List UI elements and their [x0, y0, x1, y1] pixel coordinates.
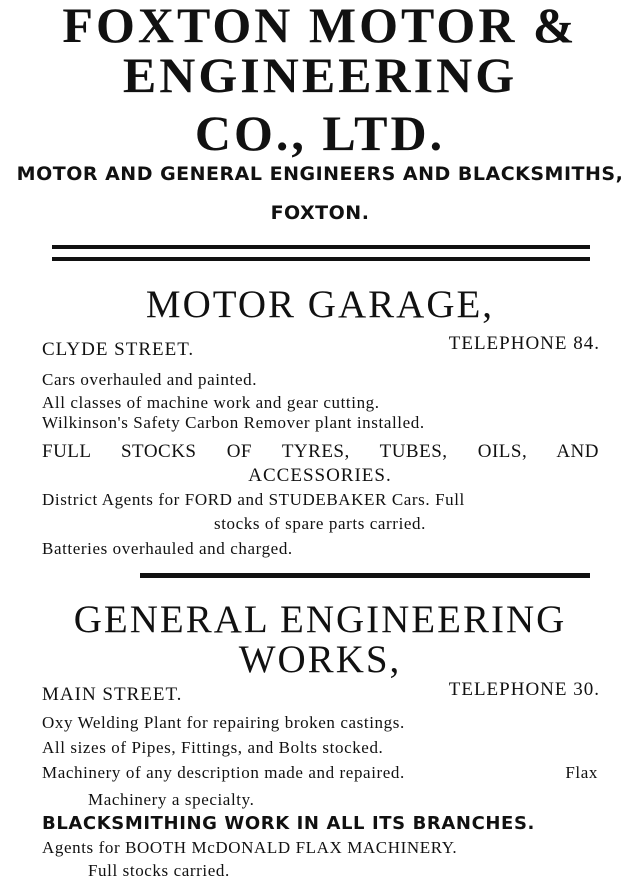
- company-name-line-2: ENGINEERING: [122, 47, 518, 103]
- company-name-line-3: CO., LTD.: [194, 105, 446, 161]
- section-divider: [140, 573, 590, 578]
- works-line: Agents for BOOTH McDONALD FLAX MACHINERY.: [42, 838, 458, 857]
- double-rule-bottom: [52, 257, 590, 261]
- garage-line: ACCESSORIES.: [248, 465, 392, 486]
- works-heading-line-1: GENERAL ENGINEERING: [73, 598, 567, 641]
- works-telephone: TELEPHONE 30.: [448, 679, 600, 700]
- company-town: FOXTON.: [270, 202, 370, 224]
- works-heading-line-2: WORKS,: [238, 638, 402, 681]
- works-line: Full stocks carried.: [88, 861, 230, 880]
- company-name-line-1: FOXTON MOTOR &: [62, 0, 578, 53]
- works-line: BLACKSMITHING WORK IN ALL ITS BRANCHES.: [42, 813, 535, 834]
- works-line: Oxy Welding Plant for repairing broken castings.: [42, 713, 405, 732]
- works-line: Machinery of any description made and repaired.: [42, 763, 405, 782]
- garage-line: Wilkinson's Safety Carbon Remover plant installed.: [42, 413, 425, 432]
- double-rule-top: [52, 245, 590, 249]
- garage-heading: MOTOR GARAGE,: [145, 283, 495, 326]
- garage-telephone: TELEPHONE 84.: [448, 333, 600, 354]
- works-line: Flax: [565, 763, 598, 782]
- works-street: MAIN STREET.: [42, 684, 183, 705]
- works-line: All sizes of Pipes, Fittings, and Bolts stocked.: [42, 738, 384, 757]
- garage-line: Cars overhauled and painted.: [42, 370, 258, 389]
- garage-line: All classes of machine work and gear cutting.: [42, 393, 380, 412]
- garage-line: District Agents for FORD and STUDEBAKER Cars. Full: [42, 490, 465, 509]
- company-tagline: MOTOR AND GENERAL ENGINEERS AND BLACKSMITHS,: [16, 163, 624, 185]
- garage-line: Batteries overhauled and charged.: [42, 539, 293, 558]
- garage-line: stocks of spare parts carried.: [213, 514, 426, 533]
- garage-street: CLYDE STREET.: [42, 339, 195, 360]
- garage-line: FULL STOCKS OF TYRES, TUBES, OILS, AND: [42, 441, 599, 462]
- works-line: Machinery a specialty.: [88, 790, 255, 809]
